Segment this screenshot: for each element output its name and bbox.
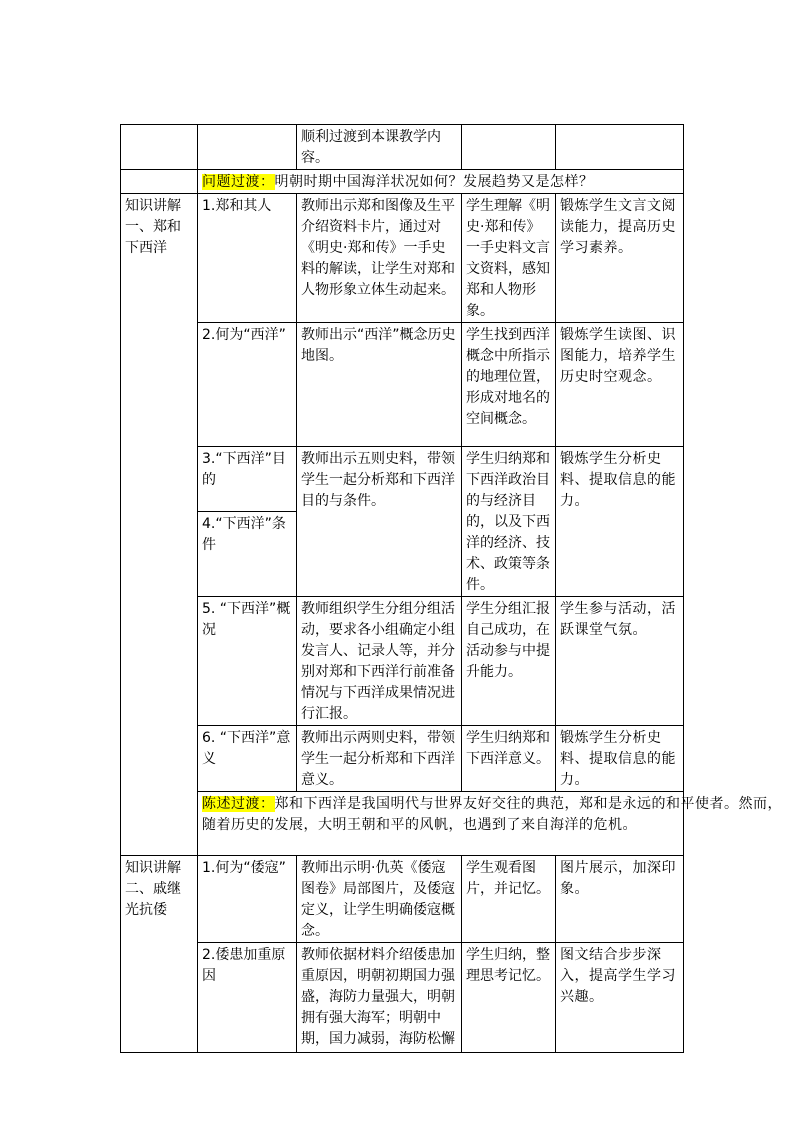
student-activity-cell: 学生观看图片，并记忆。: [462, 856, 556, 943]
purpose-cell: 锻炼学生读图、识图能力，培养学生历史时空观念。: [556, 323, 684, 447]
topic-cell: 2.何为“西洋”: [198, 323, 297, 447]
purpose-cell: 锻炼学生文言文阅读能力，提高历史学习素养。: [556, 194, 684, 323]
transition-label: 陈述过渡：: [202, 796, 275, 812]
teacher-activity-cell: 教师出示明·仇英《倭寇图卷》局部图片，及倭寇定义，让学生明确倭寇概念。: [297, 856, 462, 943]
transition-row: [121, 792, 684, 856]
topic-cell: 3.“下西洋”目的: [198, 447, 297, 512]
cell-empty: [198, 125, 297, 170]
purpose-cell: 图片展示，加深印象。: [556, 856, 684, 943]
student-activity-cell: 学生归纳郑和下西洋意义。: [462, 726, 556, 792]
topic-cell: 4.“下西洋”条件: [198, 511, 297, 596]
transition-text: 明朝时期中国海洋状况如何？发展趋势又是怎样？: [274, 174, 594, 190]
teacher-activity-cell: 教师出示两则史料，带领学生一起分析郑和下西洋意义。: [297, 726, 462, 792]
cell-empty: [121, 125, 198, 170]
purpose-cell: 学生参与活动，活跃课堂气氛。: [556, 597, 684, 726]
section-title: 知识讲解二、戚继光抗倭: [121, 856, 198, 1053]
teacher-activity-cell: 教师组织学生分组分组活动，要求各小组确定小组发言人、记录人等，并分别对郑和下西洋行前准备情况与下西洋成果情况进行汇报。: [297, 597, 462, 726]
student-activity-cell: 学生找到西洋概念中所指示的地理位置，形成对地名的空间概念。: [462, 323, 556, 447]
purpose-cell: 锻炼学生分析史料、提取信息的能力。: [556, 447, 684, 597]
transition-content: [202, 794, 792, 836]
teacher-activity-cell: 教师出示五则史料，带领学生一起分析郑和下西洋目的与条件。: [297, 447, 462, 597]
table-row: [121, 856, 684, 943]
student-activity-cell: 学生理解《明史·郑和传》一手史料文言文资料，感知郑和人物形象。: [462, 194, 556, 323]
teacher-activity-cell: 教师出示“西洋”概念历史地图。: [297, 323, 462, 447]
cell-empty: [121, 170, 198, 194]
transition-cell: [198, 792, 782, 856]
topic-cell: 1.何为“倭寇”: [198, 856, 297, 943]
teacher-activity-cell: 教师出示郑和图像及生平介绍资料卡片，通过对《明史·郑和传》一手史料的解读，让学生对郑和人物形象立体生动起来。: [297, 194, 462, 323]
student-activity-cell: 学生归纳，整理思考记忆。: [462, 943, 556, 1053]
lesson-plan-table: [120, 124, 782, 1053]
cell-empty: [462, 125, 556, 170]
table-row: [121, 597, 684, 726]
table-row: [121, 194, 684, 323]
topic-cell: 5. “下西洋”概况: [198, 597, 297, 726]
table-row: [121, 447, 684, 512]
topic-cell: 2.倭患加重原因: [198, 943, 297, 1053]
teacher-activity-cell: 教师依据材料介绍倭患加重原因，明朝初期国力强盛，海防力量强大，明朝拥有强大海军；明朝中期，国力减弱，海防松懈: [297, 943, 462, 1053]
topic-cell: 1.郑和其人: [198, 194, 297, 323]
table-row: [121, 943, 684, 1053]
topic-cell: 6. “下西洋”意义: [198, 726, 297, 792]
cell-empty: [556, 125, 684, 170]
purpose-cell: 锻炼学生分析史料、提取信息的能力。: [556, 726, 684, 792]
table-row: [121, 125, 684, 170]
table-row: [121, 323, 684, 447]
student-activity-cell: 学生分组汇报自己成功，在活动参与中提升能力。: [462, 597, 556, 726]
section-title: 知识讲解一、郑和下西洋: [121, 194, 198, 856]
purpose-cell: 图文结合步步深入，提高学生学习兴趣。: [556, 943, 684, 1053]
transition-row: [121, 170, 684, 194]
transition-text: 郑和下西洋是我国明代与世界友好交往的典范，郑和是永远的和平使者。然而，随着历史的发展，大明王朝和平的风帆，也遇到了来自海洋的危机。: [202, 796, 782, 833]
teacher-activity-cell: 顺利过渡到本课教学内容。: [297, 125, 462, 170]
table-row: [121, 726, 684, 792]
student-activity-cell: 学生归纳郑和下西洋政治目的与经济目的，以及下西洋的经济、技术、政策等条件。: [462, 447, 556, 597]
transition-label: 问题过渡：: [202, 174, 275, 190]
transition-cell: [198, 170, 684, 194]
